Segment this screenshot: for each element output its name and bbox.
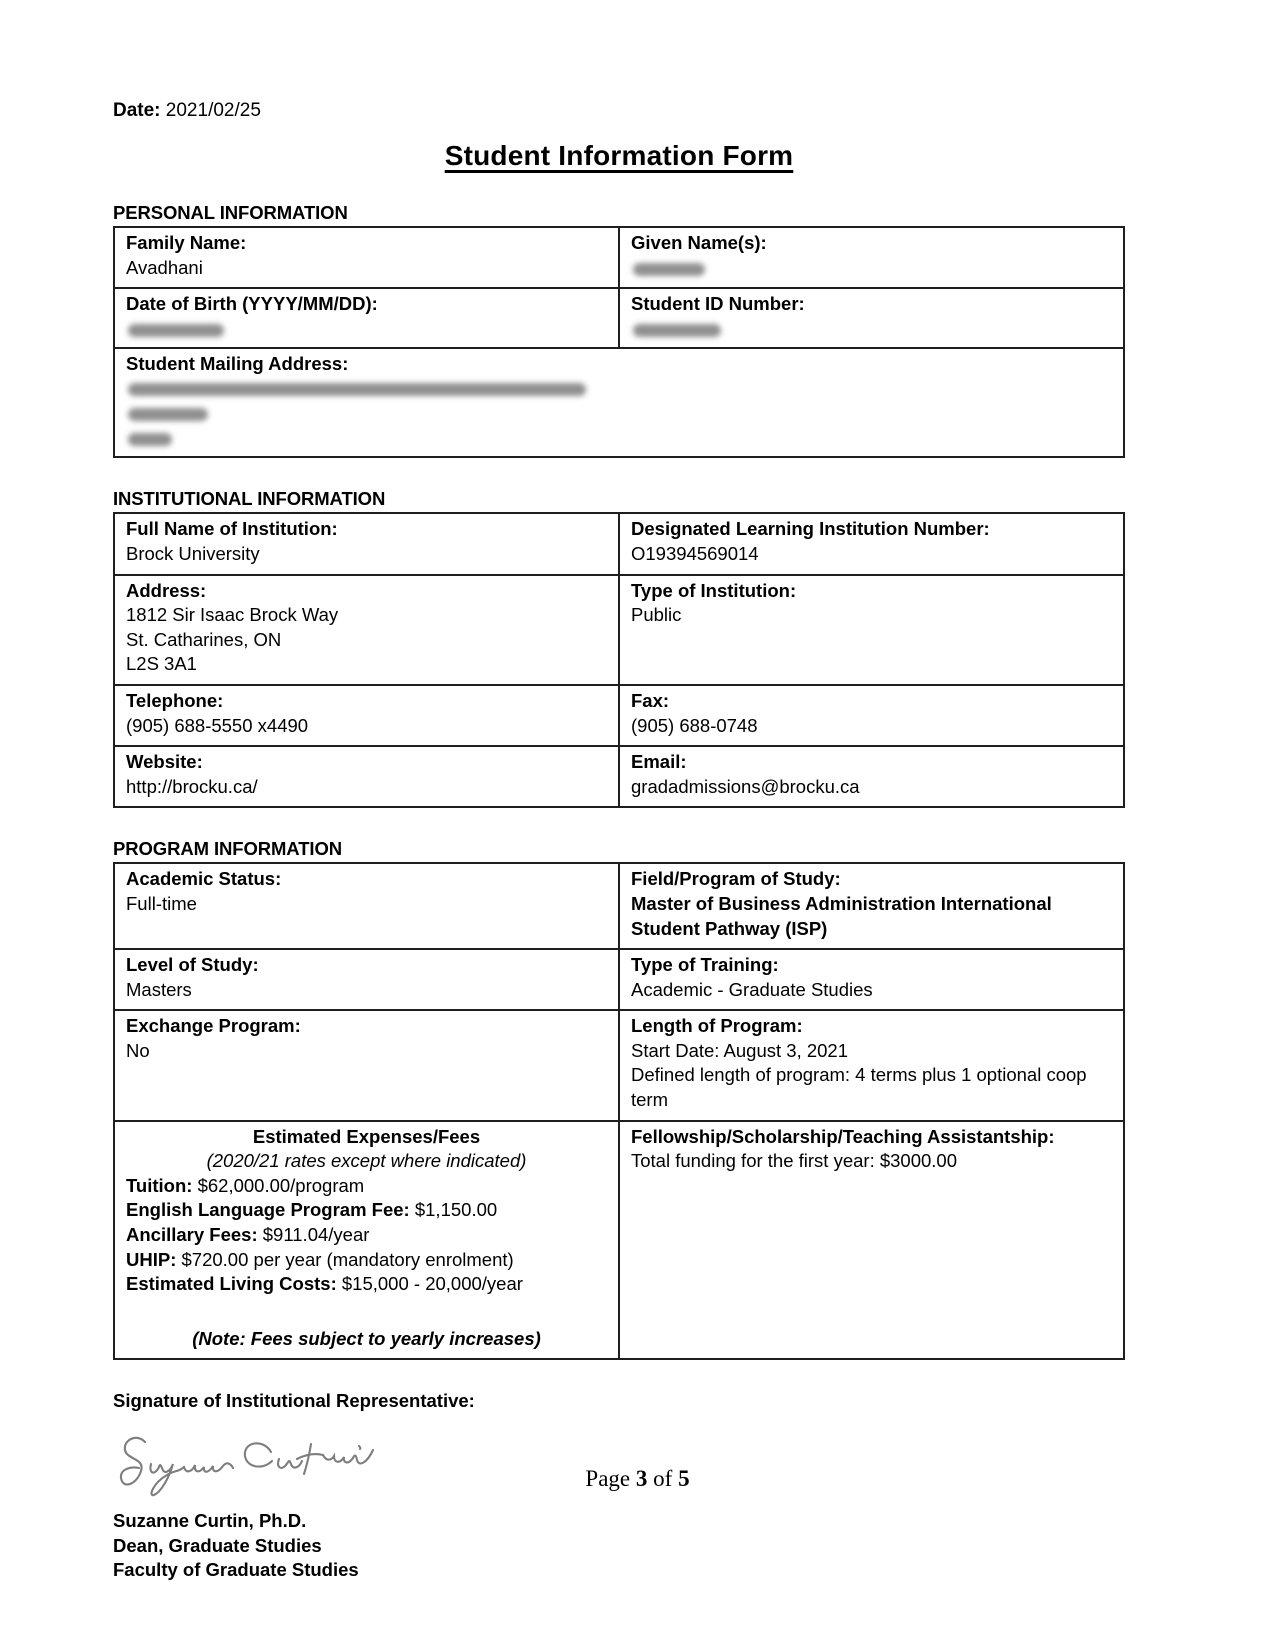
institution-address-line3: L2S 3A1 bbox=[126, 653, 197, 675]
program-information-section bbox=[113, 838, 1125, 1360]
academic-status-value: Full-time bbox=[126, 892, 197, 914]
cell-fax bbox=[619, 685, 1124, 746]
telephone-label: Telephone: bbox=[126, 689, 224, 711]
redacted-mailing-address-line1 bbox=[128, 383, 586, 396]
expense-item bbox=[126, 1198, 607, 1223]
cell-telephone bbox=[114, 685, 619, 746]
cell-email bbox=[619, 746, 1124, 807]
field-of-study-label: Field/Program of Study: bbox=[631, 868, 841, 890]
program-information-table bbox=[113, 862, 1125, 1360]
date-value: 2021/02/25 bbox=[165, 100, 261, 121]
institution-name-label: Full Name of Institution: bbox=[126, 518, 338, 540]
expenses-subtitle: (2020/21 rates except where indicated) bbox=[206, 1150, 527, 1172]
total-pages: 5 bbox=[678, 1466, 690, 1491]
expense-item-value: $720.00 per year (mandatory enrolment) bbox=[181, 1248, 514, 1270]
cell-length-of-program bbox=[619, 1010, 1124, 1120]
website-value: http://brocku.ca/ bbox=[126, 775, 258, 797]
table-row bbox=[114, 227, 1124, 288]
institution-name-value: Brock University bbox=[126, 542, 260, 564]
family-name-label: Family Name: bbox=[126, 232, 247, 253]
cell-fellowship bbox=[619, 1121, 1124, 1360]
signatory-faculty: Faculty of Graduate Studies bbox=[113, 1559, 359, 1581]
cell-given-names bbox=[619, 227, 1124, 288]
table-row bbox=[114, 288, 1124, 348]
fax-value: (905) 688-0748 bbox=[631, 714, 758, 736]
cell-mailing-address bbox=[114, 348, 1124, 458]
email-label: Email: bbox=[631, 751, 687, 773]
telephone-value: (905) 688-5550 x4490 bbox=[126, 714, 309, 736]
institution-address-line1: 1812 Sir Isaac Brock Way bbox=[126, 604, 339, 626]
cell-type-of-training bbox=[619, 949, 1124, 1010]
expense-item-label: UHIP: bbox=[126, 1248, 177, 1270]
signatory-role: Dean, Graduate Studies bbox=[113, 1534, 322, 1556]
cell-date-of-birth bbox=[114, 288, 619, 348]
type-of-training-value: Academic - Graduate Studies bbox=[631, 978, 873, 1000]
institutional-information-section bbox=[113, 488, 1125, 808]
field-of-study-value: Master of Business Administration International Student Pathway (ISP) bbox=[631, 892, 1052, 939]
cell-institution-name bbox=[114, 513, 619, 574]
institutional-information-heading: INSTITUTIONAL INFORMATION bbox=[113, 488, 386, 510]
fellowship-label: Fellowship/Scholarship/Teaching Assistantship: bbox=[631, 1125, 1055, 1147]
institution-address-label: Address: bbox=[126, 579, 207, 601]
family-name-value: Avadhani bbox=[126, 256, 203, 278]
redacted-mailing-address-line2 bbox=[128, 408, 208, 421]
redacted-given-names-value bbox=[633, 263, 705, 276]
fellowship-value: Total funding for the first year: $3000.00 bbox=[631, 1150, 958, 1172]
dli-number-value: O19394569014 bbox=[631, 542, 759, 564]
website-label: Website: bbox=[126, 751, 203, 773]
expense-item-value: $15,000 - 20,000/year bbox=[341, 1273, 523, 1295]
table-row bbox=[114, 863, 1124, 949]
type-of-training-label: Type of Training: bbox=[631, 954, 779, 976]
cell-family-name bbox=[114, 227, 619, 288]
expense-item bbox=[126, 1223, 607, 1248]
exchange-program-label: Exchange Program: bbox=[126, 1015, 301, 1037]
given-names-label: Given Name(s): bbox=[631, 232, 767, 253]
institutional-information-table bbox=[113, 512, 1125, 808]
length-of-program-start-date: Start Date: August 3, 2021 bbox=[631, 1039, 849, 1061]
table-row bbox=[114, 1121, 1124, 1360]
expense-item-label: Tuition: bbox=[126, 1174, 193, 1196]
date-line bbox=[113, 0, 1125, 122]
expense-item-value: $1,150.00 bbox=[414, 1199, 498, 1221]
level-of-study-value: Masters bbox=[126, 978, 192, 1000]
expense-item-label: English Language Program Fee: bbox=[126, 1199, 410, 1221]
expense-item-label: Ancillary Fees: bbox=[126, 1224, 258, 1246]
page-number: 3 bbox=[635, 1466, 648, 1491]
personal-information-heading: PERSONAL INFORMATION bbox=[113, 202, 348, 223]
expense-item bbox=[126, 1272, 607, 1297]
level-of-study-label: Level of Study: bbox=[126, 954, 259, 976]
cell-estimated-expenses bbox=[114, 1121, 619, 1360]
dli-number-label: Designated Learning Institution Number: bbox=[631, 518, 990, 540]
institution-type-label: Type of Institution: bbox=[631, 579, 797, 601]
table-row bbox=[114, 949, 1124, 1010]
redacted-date-of-birth-value bbox=[128, 324, 224, 337]
cell-institution-address bbox=[114, 575, 619, 685]
cell-dli-number bbox=[619, 513, 1124, 574]
length-of-program-defined-length: Defined length of program: 4 terms plus 1 optional coop term bbox=[631, 1064, 1087, 1111]
cell-exchange-program bbox=[114, 1010, 619, 1120]
expenses-note: (Note: Fees subject to yearly increases) bbox=[192, 1327, 541, 1349]
expense-item bbox=[126, 1174, 607, 1199]
student-id-label: Student ID Number: bbox=[631, 293, 805, 315]
signature-label: Signature of Institutional Representative: bbox=[113, 1390, 475, 1412]
expense-item bbox=[126, 1248, 607, 1273]
expense-item-value: $62,000.00/program bbox=[197, 1174, 365, 1196]
cell-institution-type bbox=[619, 575, 1124, 685]
personal-information-table bbox=[113, 226, 1125, 458]
table-row bbox=[114, 575, 1124, 685]
expense-item-value: $911.04/year bbox=[262, 1224, 370, 1246]
cell-website bbox=[114, 746, 619, 807]
page-footer bbox=[0, 1466, 1275, 1492]
academic-status-label: Academic Status: bbox=[126, 868, 282, 890]
personal-information-section bbox=[113, 202, 1125, 458]
length-of-program-label: Length of Program: bbox=[631, 1015, 803, 1037]
cell-student-id bbox=[619, 288, 1124, 348]
redacted-student-id-value bbox=[633, 324, 721, 337]
cell-academic-status bbox=[114, 863, 619, 949]
table-row bbox=[114, 685, 1124, 746]
email-value: gradadmissions@brocku.ca bbox=[631, 775, 860, 797]
cell-level-of-study bbox=[114, 949, 619, 1010]
date-label: Date: bbox=[113, 100, 161, 121]
page-title: Student Information Form bbox=[444, 140, 794, 171]
redacted-mailing-address-line3 bbox=[128, 433, 172, 446]
cell-field-of-study bbox=[619, 863, 1124, 949]
table-row bbox=[114, 348, 1124, 458]
date-of-birth-label: Date of Birth (YYYY/MM/DD): bbox=[126, 293, 378, 315]
page-word: Page bbox=[585, 1466, 631, 1491]
of-word: of bbox=[653, 1466, 673, 1491]
fax-label: Fax: bbox=[631, 689, 670, 711]
table-row bbox=[114, 746, 1124, 807]
expense-item-label: Estimated Living Costs: bbox=[126, 1273, 337, 1295]
table-row bbox=[114, 513, 1124, 574]
exchange-program-value: No bbox=[126, 1039, 150, 1061]
institution-type-value: Public bbox=[631, 604, 682, 626]
program-information-heading: PROGRAM INFORMATION bbox=[113, 838, 342, 860]
institution-address-line2: St. Catharines, ON bbox=[126, 628, 282, 650]
signatory-name: Suzanne Curtin, Ph.D. bbox=[113, 1510, 307, 1532]
table-row bbox=[114, 1010, 1124, 1120]
expenses-title: Estimated Expenses/Fees bbox=[252, 1125, 481, 1147]
mailing-address-label: Student Mailing Address: bbox=[126, 352, 349, 374]
